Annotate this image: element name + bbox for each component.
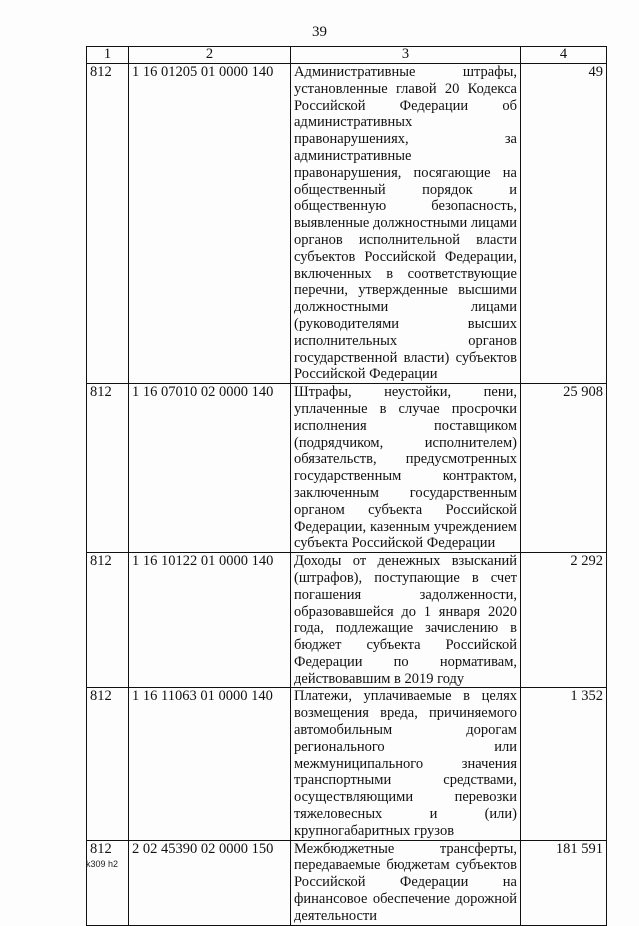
budget-code-cell: 1 16 11063 01 0000 140 [129, 688, 291, 840]
table-row [87, 553, 607, 688]
table-header-row [87, 47, 607, 64]
description-cell: Административные штрафы, установленные главой 20 Кодекса Российской Федерации об административных правонарушениях, за административные правонарушения, посягающие на общественный порядок и общественную безопасность, выявленные должностными лицами органов исполнительной власти субъектов Российской Федерации, включенных в соответствующие перечни, утвержденные высшими должностными лицами (руководителями высших исполнительных органов государственной власти) субъектов Российской Федерации [291, 64, 521, 384]
admin-code-cell: 812 [87, 64, 129, 384]
description-cell: Штрафы, неустойки, пени, уплаченные в случае просрочки исполнения поставщиком (подрядчиком, исполнителем) обязательств, предусмотренных государственным контрактом, заключенным государственным органом субъекта Российской Федерации, казенным учреждением субъекта Российской Федерации [291, 384, 521, 553]
amount-cell: 25 908 [521, 384, 607, 553]
budget-code-cell: 1 16 07010 02 0000 140 [129, 384, 291, 553]
admin-code-cell: 812 [87, 384, 129, 553]
description-cell: Платежи, уплачиваемые в целях возмещения вреда, причиняемого автомобильным дорогам регионального или межмуниципального значения транспортными средствами, осуществляющими перевозки тяжеловесных и (или) крупногабаритных грузов [291, 688, 521, 840]
revenue-table [86, 46, 607, 926]
admin-code-cell: 812 [87, 553, 129, 688]
admin-code-cell: 812 [87, 840, 129, 925]
amount-cell: 49 [521, 64, 607, 384]
table-row [87, 840, 607, 925]
page-number: 39 [312, 24, 327, 40]
amount-cell: 1 352 [521, 688, 607, 840]
table-row [87, 384, 607, 553]
amount-cell: 181 591 [521, 840, 607, 925]
table-row [87, 64, 607, 384]
budget-code-cell: 2 02 45390 02 0000 150 [129, 840, 291, 925]
column-header-4: 4 [521, 47, 607, 64]
amount-cell: 2 292 [521, 553, 607, 688]
column-header-1: 1 [87, 47, 129, 64]
column-header-3: 3 [291, 47, 521, 64]
budget-code-cell: 1 16 10122 01 0000 140 [129, 553, 291, 688]
description-cell: Доходы от денежных взысканий (штрафов), поступающие в счет погашения задолженности, образовавшейся до 1 января 2020 года, подлежащие зачислению в бюджет субъекта Российской Федерации по нормативам, действовавшим в 2019 году [291, 553, 521, 688]
description-cell: Межбюджетные трансферты, передаваемые бюджетам субъектов Российской Федерации на финансовое обеспечение дорожной деятельности [291, 840, 521, 925]
document-footer-code: k309 h2 [86, 859, 119, 869]
column-header-2: 2 [129, 47, 291, 64]
admin-code-cell: 812 [87, 688, 129, 840]
budget-code-cell: 1 16 01205 01 0000 140 [129, 64, 291, 384]
table-row [87, 688, 607, 840]
